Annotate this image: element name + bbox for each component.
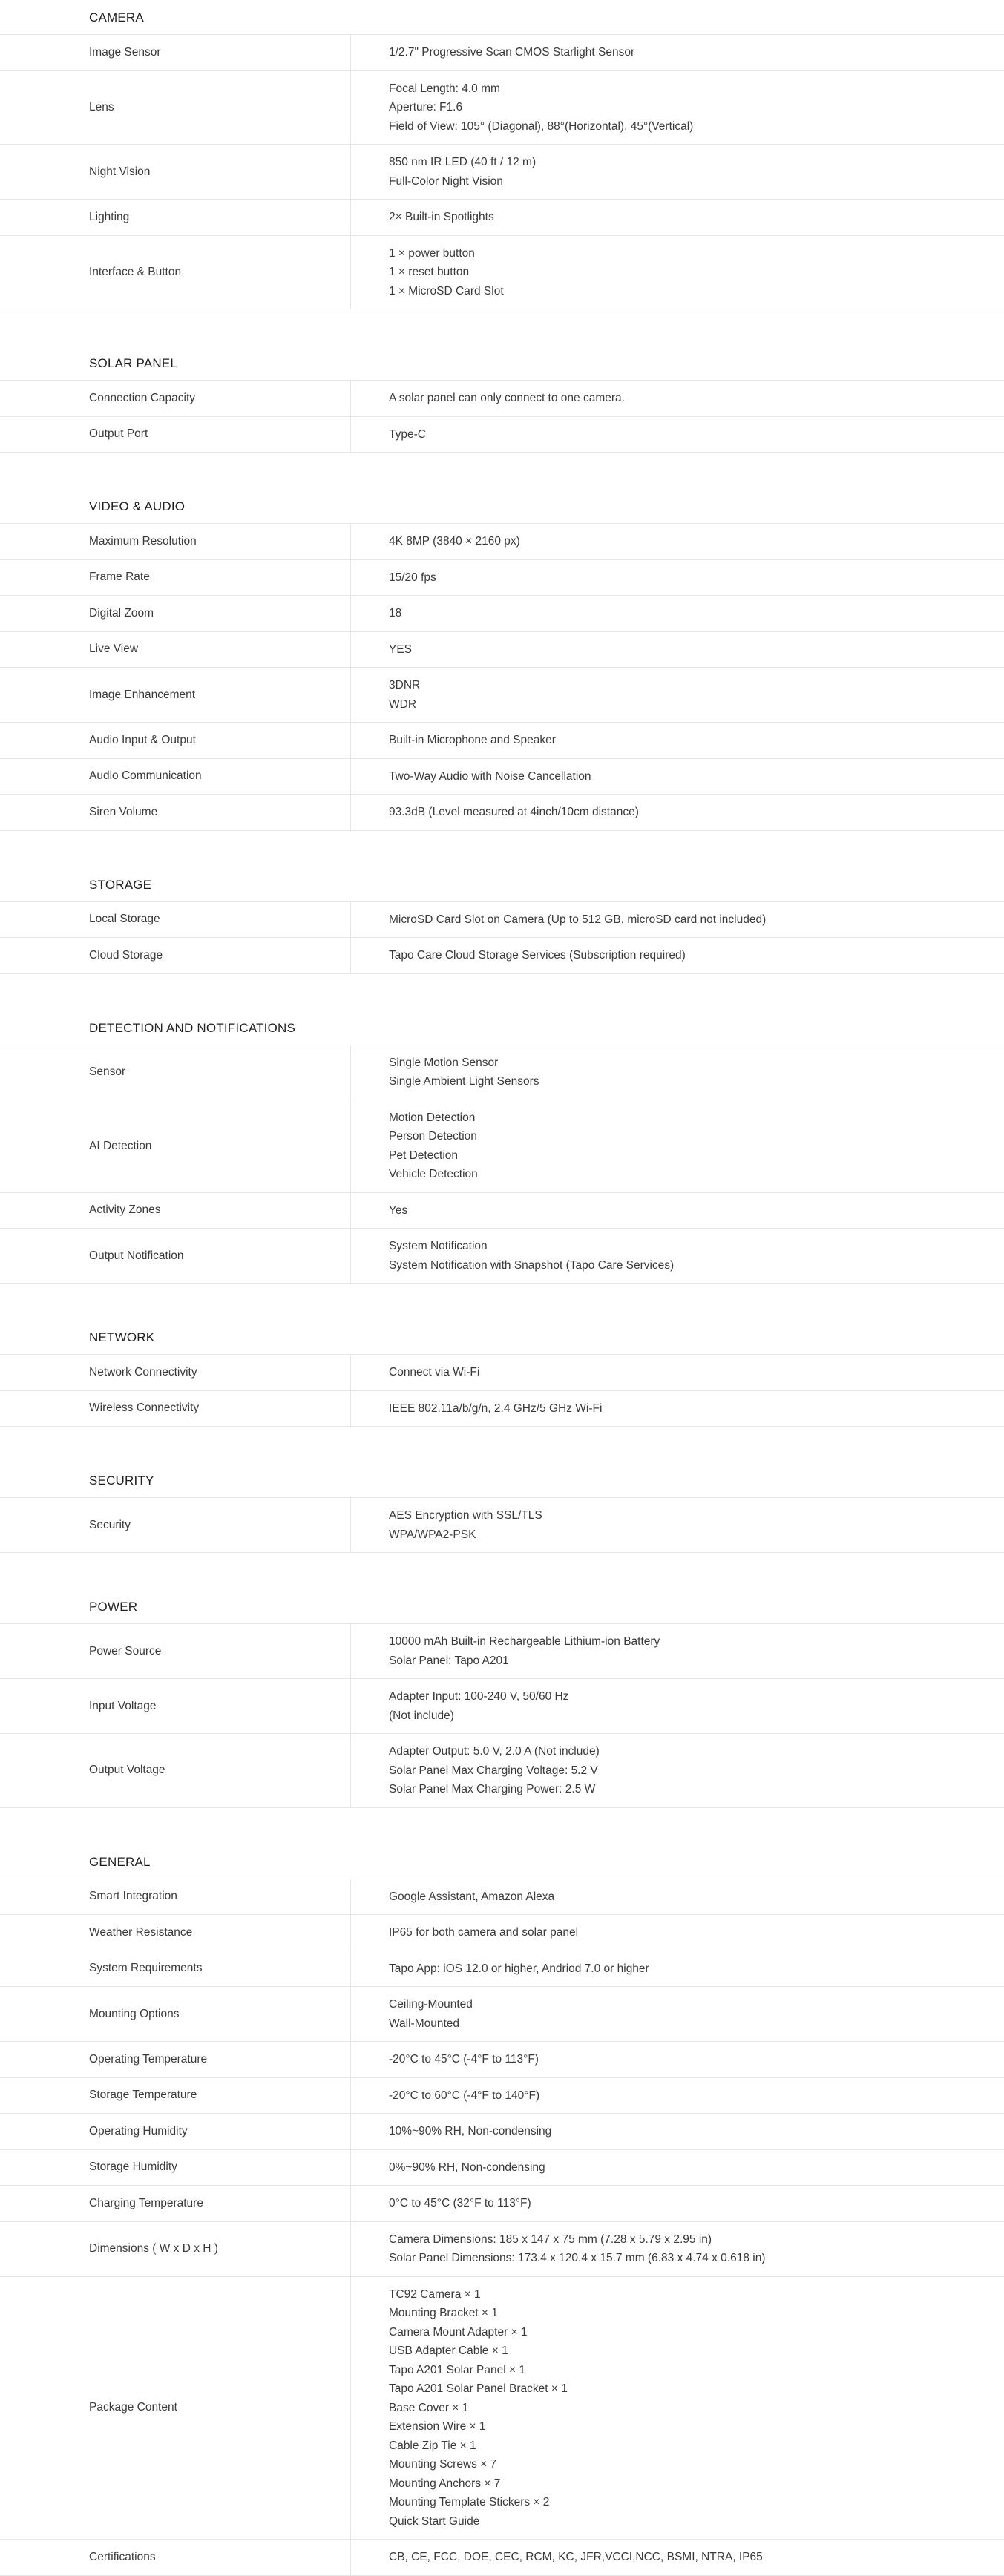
spec-label: Storage Temperature [0,2078,351,2114]
spec-value [351,632,1004,668]
spec-value [351,71,1004,145]
spec-value-line: Focal Length: 4.0 mm [389,82,500,95]
spec-value-line: 10000 mAh Built-in Rechargeable Lithium-ion Battery [389,1635,660,1648]
spec-value [351,1355,1004,1390]
spec-label: Operating Temperature [0,2042,351,2077]
spec-value-line: Cable Zip Tie × 1 [389,2439,476,2452]
spec-value-line: 1 × reset button [389,266,470,278]
spec-value-line: Vehicle Detection [389,1168,478,1180]
spec-value [351,524,1004,559]
spec-section [0,0,1004,309]
spec-value-line: Single Ambient Light Sensors [389,1075,539,1088]
spec-value-line: System Notification [389,1240,488,1252]
spec-value [351,1100,1004,1192]
spec-value-line: Mounting Template Stickers × 2 [389,2496,550,2508]
spec-value [351,2277,1004,2540]
spec-row [0,632,1004,668]
spec-label: Operating Humidity [0,2114,351,2149]
spec-value-line: 1 × MicroSD Card Slot [389,284,504,298]
spec-row [0,71,1004,145]
spec-value-line: Quick Start Guide [389,2514,480,2528]
spec-row [0,1624,1004,1679]
spec-value [351,1498,1004,1552]
spec-label: Storage Humidity [0,2150,351,2186]
spec-row [0,381,1004,417]
spec-section [0,346,1004,453]
spec-value [351,1624,1004,1678]
spec-value-line: MicroSD Card Slot on Camera (Up to 512 GB, microSD card not included) [389,913,767,926]
spec-section [0,1011,1004,1284]
spec-row [0,1100,1004,1193]
spec-row [0,2150,1004,2186]
spec-value-line: Aperture: F1.6 [389,101,463,114]
spec-section [0,1844,1004,2576]
spec-row [0,236,1004,310]
spec-label: AI Detection [0,1100,351,1192]
spec-value-line: Mounting Anchors × 7 [389,2477,501,2490]
spec-label: Smart Integration [0,1879,351,1915]
spec-value [351,236,1004,309]
spec-row [0,145,1004,200]
spec-value [351,1734,1004,1807]
spec-value-line: -20°C to 45°C (-4°F to 113°F) [389,2053,539,2066]
spec-row [0,1915,1004,1951]
spec-value-line: Solar Panel Max Charging Voltage: 5.2 V [389,1764,598,1777]
spec-row [0,1045,1004,1100]
spec-label: Audio Communication [0,759,351,795]
spec-value [351,1045,1004,1100]
spec-section [0,1589,1004,1808]
spec-value-line: USB Adapter Cable × 1 [389,2345,508,2357]
spec-label: Output Notification [0,1229,351,1283]
spec-value-line: 1/2.7" Progressive Scan CMOS Starlight Sensor [389,46,635,59]
spec-value-line: Ceiling-Mounted [389,1998,473,2011]
spec-label: Input Voltage [0,1679,351,1733]
spec-value-line: Wall-Mounted [389,2017,460,2030]
section-title: STORAGE [0,867,1004,902]
spec-value [351,902,1004,938]
spec-label: Power Source [0,1624,351,1678]
spec-value-line: WDR [389,697,417,711]
spec-row [0,723,1004,759]
spec-label: Output Voltage [0,1734,351,1807]
spec-value-line: Field of View: 105° (Diagonal), 88°(Horizontal), 45°(Vertical) [389,119,694,133]
spec-row [0,596,1004,632]
spec-label: Cloud Storage [0,938,351,973]
section-title: VIDEO & AUDIO [0,489,1004,524]
spec-value [351,2540,1004,2575]
spec-value-line: Camera Dimensions: 185 x 147 x 75 mm (7.28 x 5.79 x 2.95 in) [389,2232,712,2246]
spec-value-line: Person Detection [389,1130,477,1143]
spec-label: Live View [0,632,351,668]
spec-label: Lighting [0,200,351,235]
spec-value-line: Adapter Input: 100-240 V, 50/60 Hz [389,1690,569,1703]
spec-row [0,1193,1004,1229]
spec-label: Audio Input & Output [0,723,351,758]
spec-value-line: Two-Way Audio with Noise Cancellation [389,769,591,783]
spec-label: Night Vision [0,145,351,199]
spec-value-line: Google Assistant, Amazon Alexa [389,1890,555,1903]
spec-value-line: Built-in Microphone and Speaker [389,734,556,746]
spec-value [351,1879,1004,1915]
spec-row [0,524,1004,560]
spec-label: Security [0,1498,351,1552]
spec-value [351,35,1004,70]
spec-row [0,1229,1004,1284]
section-title: GENERAL [0,1844,1004,1879]
spec-value [351,759,1004,795]
spec-value [351,2078,1004,2114]
spec-value [351,668,1004,722]
spec-value-line: Motion Detection [389,1111,476,1124]
spec-value [351,1987,1004,2041]
spec-value-line: Tapo App: iOS 12.0 or higher, Andriod 7.0 or higher [389,1962,649,1975]
spec-value-line: Mounting Screws × 7 [389,2458,497,2471]
spec-section [0,867,1004,974]
spec-label: Maximum Resolution [0,524,351,559]
spec-value-line: System Notification with Snapshot (Tapo Care Services) [389,1258,675,1272]
spec-value-line: 0°C to 45°C (32°F to 113°F) [389,2197,531,2209]
spec-label: Image Enhancement [0,668,351,722]
spec-value-line: Full-Color Night Vision [389,174,503,188]
spec-value-line: AES Encryption with SSL/TLS [389,1509,542,1522]
section-title: DETECTION AND NOTIFICATIONS [0,1011,1004,1045]
spec-label: Interface & Button [0,236,351,309]
spec-value [351,381,1004,416]
spec-value-line: 3DNR [389,679,421,691]
spec-value [351,2222,1004,2276]
spec-label: Siren Volume [0,795,351,830]
spec-value-line: Base Cover × 1 [389,2401,469,2414]
spec-row [0,417,1004,453]
section-title: SOLAR PANEL [0,346,1004,381]
spec-value-line: Extension Wire × 1 [389,2420,486,2433]
spec-value [351,2114,1004,2149]
spec-value-line: Solar Panel Dimensions: 173.4 x 120.4 x 15.7 mm (6.83 x 4.74 x 0.618 in) [389,2252,766,2264]
spec-value-line: 18 [389,607,402,620]
spec-row [0,2078,1004,2115]
spec-row [0,668,1004,723]
spec-value-line: 15/20 fps [389,571,436,584]
spec-value-line: 10%~90% RH, Non-condensing [389,2125,552,2138]
spec-value [351,2042,1004,2077]
spec-label: Package Content [0,2277,351,2540]
spec-row [0,759,1004,795]
spec-value-line: Tapo A201 Solar Panel × 1 [389,2363,525,2376]
spec-row [0,1879,1004,1916]
spec-value [351,1193,1004,1229]
spec-value-line: Pet Detection [389,1149,459,1162]
section-title: CAMERA [0,0,1004,35]
spec-label: Charging Temperature [0,2186,351,2221]
spec-label: Image Sensor [0,35,351,70]
spec-row [0,2540,1004,2576]
spec-value-line: Solar Panel: Tapo A201 [389,1654,509,1667]
spec-row [0,2222,1004,2277]
spec-value-line: YES [389,643,413,656]
spec-row [0,2114,1004,2150]
spec-label: System Requirements [0,1951,351,1987]
spec-row [0,1355,1004,1391]
spec-label: Dimensions ( W x D x H ) [0,2222,351,2276]
spec-value [351,1229,1004,1283]
spec-value-line: -20°C to 60°C (-4°F to 140°F) [389,2089,540,2102]
spec-value-line: CB, CE, FCC, DOE, CEC, RCM, KC, JFR,VCCI,NCC, BSMI, NTRA, IP65 [389,2551,763,2563]
spec-label: Output Port [0,417,351,453]
spec-label: Mounting Options [0,1987,351,2041]
spec-row [0,1498,1004,1553]
spec-row [0,795,1004,831]
spec-row [0,1951,1004,1988]
section-title: POWER [0,1589,1004,1624]
spec-label: Lens [0,71,351,145]
spec-value [351,2186,1004,2221]
spec-value-line: Type-C [389,427,426,441]
section-title: NETWORK [0,1320,1004,1355]
spec-row [0,2277,1004,2540]
spec-value [351,596,1004,631]
spec-value-line: 93.3dB (Level measured at 4inch/10cm distance) [389,806,639,818]
spec-value-line: A solar panel can only connect to one camera. [389,392,625,404]
spec-value-line: Yes [389,1203,408,1217]
spec-value-line: TC92 Camera × 1 [389,2287,481,2301]
spec-row [0,1734,1004,1808]
spec-value-line: Mounting Bracket × 1 [389,2307,498,2319]
section-title: SECURITY [0,1463,1004,1498]
spec-value-line: IEEE 802.11a/b/g/n, 2.4 GHz/5 GHz Wi-Fi [389,1402,603,1415]
spec-value-line: Tapo Care Cloud Storage Services (Subscription required) [389,949,686,962]
spec-section [0,1463,1004,1553]
spec-value-line: Tapo A201 Solar Panel Bracket × 1 [389,2382,568,2395]
spec-value-line: 4K 8MP (3840 × 2160 px) [389,535,520,548]
spec-value-line: 0%~90% RH, Non-condensing [389,2161,545,2174]
spec-label: Certifications [0,2540,351,2575]
spec-value [351,1679,1004,1733]
spec-value [351,938,1004,973]
spec-value-line: 1 × power button [389,246,475,260]
spec-value-line: Solar Panel Max Charging Power: 2.5 W [389,1783,596,1795]
spec-label: Connection Capacity [0,381,351,416]
spec-value [351,795,1004,830]
spec-label: Wireless Connectivity [0,1391,351,1427]
spec-row [0,938,1004,974]
spec-value [351,1951,1004,1987]
spec-row [0,902,1004,939]
spec-row [0,1679,1004,1734]
spec-section [0,489,1004,831]
spec-row [0,2042,1004,2078]
spec-value-line: Single Motion Sensor [389,1056,499,1069]
spec-label: Activity Zones [0,1193,351,1229]
spec-value-line: Camera Mount Adapter × 1 [389,2325,528,2339]
spec-value [351,2150,1004,2186]
spec-value [351,145,1004,199]
spec-label: Local Storage [0,902,351,938]
spec-value-line: 850 nm IR LED (40 ft / 12 m) [389,156,537,168]
spec-value [351,560,1004,596]
spec-value [351,1391,1004,1427]
spec-label: Frame Rate [0,560,351,596]
spec-value-line: Adapter Output: 5.0 V, 2.0 A (Not include) [389,1745,600,1758]
spec-row [0,560,1004,597]
spec-label: Network Connectivity [0,1355,351,1390]
spec-row [0,1391,1004,1427]
spec-value-line: 2× Built-in Spotlights [389,211,494,223]
spec-section [0,1320,1004,1427]
spec-label: Sensor [0,1045,351,1100]
spec-row [0,1987,1004,2042]
spec-label: Weather Resistance [0,1915,351,1951]
spec-value [351,200,1004,235]
spec-value [351,417,1004,453]
spec-value-line: (Not include) [389,1709,454,1722]
spec-value [351,723,1004,758]
spec-row [0,35,1004,71]
spec-row [0,200,1004,236]
spec-value-line: Connect via Wi-Fi [389,1366,480,1379]
spec-value [351,1915,1004,1951]
spec-value-line: WPA/WPA2-PSK [389,1528,476,1541]
spec-row [0,2186,1004,2222]
spec-value-line: IP65 for both camera and solar panel [389,1926,579,1939]
spec-label: Digital Zoom [0,596,351,631]
